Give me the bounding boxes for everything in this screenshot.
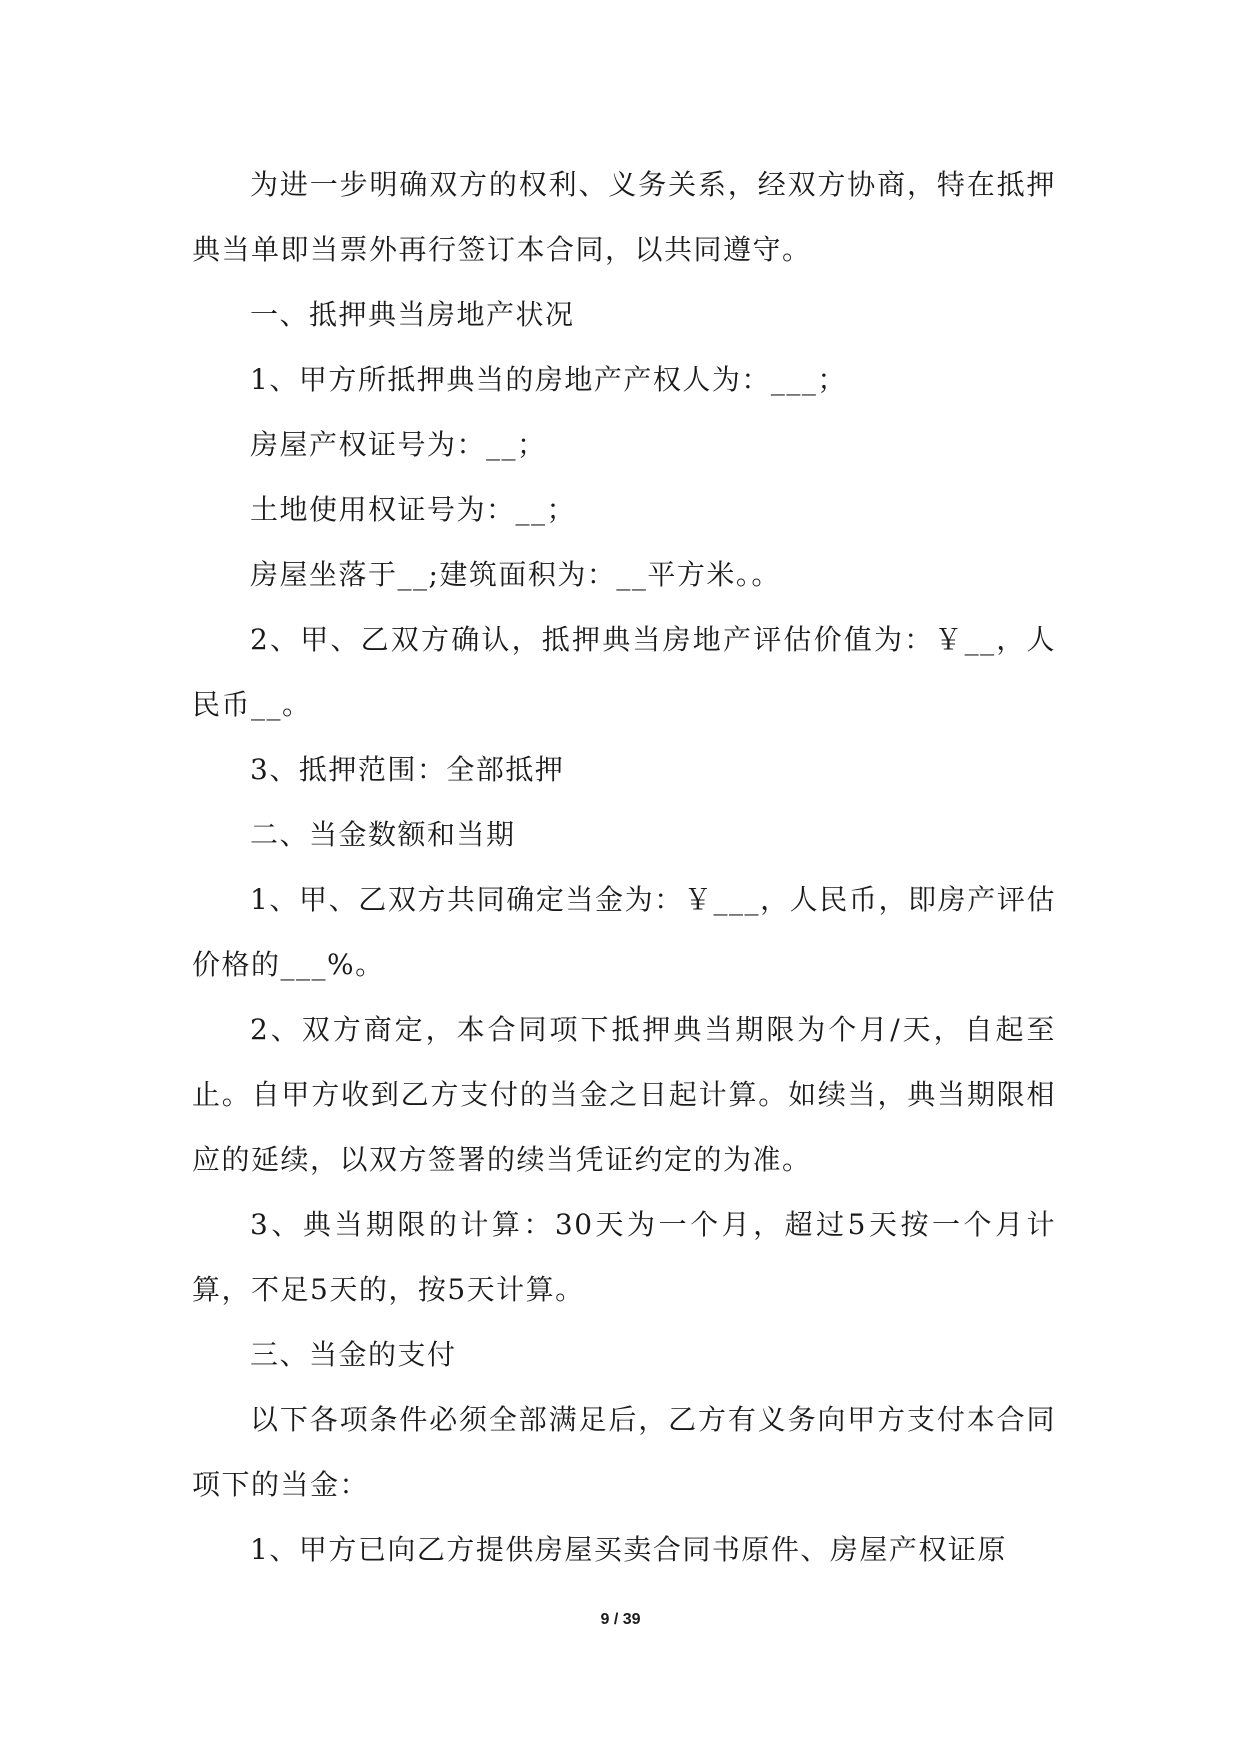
paragraph-term: 2、双方商定，本合同项下抵押典当期限为个月/天，自起至止。自甲方收到乙方支付的当金之日起计算。如续当，典当期限相应的延续，以双方签署的续当凭证约定的为准。 (192, 1013, 1056, 1176)
paragraph-owner: 1、甲方所抵押典当的房地产产权人为：___； (250, 363, 847, 396)
section-heading-2: 二、当金数额和当期 (250, 818, 516, 851)
paragraph-scope: 3、抵押范围：全部抵押 (250, 753, 565, 786)
section-heading-3: 三、当金的支付 (250, 1338, 457, 1371)
paragraph-term-calc: 3、典当期限的计算：30天为一个月，超过5天按一个月计算，不足5天的，按5天计算。 (192, 1208, 1056, 1306)
document-body (192, 152, 1056, 1582)
paragraph-intro: 为进一步明确双方的权利、义务关系，经双方协商，特在抵押典当单即当票外再行签订本合同，以共同遵守。 (192, 168, 1056, 266)
paragraph-conditions: 以下各项条件必须全部满足后，乙方有义务向甲方支付本合同项下的当金： (192, 1403, 1056, 1501)
paragraph-house-cert: 房屋产权证号为：__； (250, 428, 547, 461)
paragraph-valuation: 2、甲、乙双方确认，抵押典当房地产评估价值为：￥__，人民币__。 (192, 623, 1056, 721)
paragraph-condition-1: 1、甲方已向乙方提供房屋买卖合同书原件、房屋产权证原 (250, 1533, 1007, 1566)
paragraph-amount: 1、甲、乙双方共同确定当金为：￥___，人民币，即房产评估价格的___%。 (192, 883, 1056, 981)
page-number: 9 / 39 (600, 1611, 641, 1628)
paragraph-location: 房屋坐落于__;建筑面积为：__平方米。。 (250, 558, 781, 591)
section-heading-1: 一、抵押典当房地产状况 (250, 298, 575, 331)
paragraph-land-cert: 土地使用权证号为：__； (250, 493, 577, 526)
